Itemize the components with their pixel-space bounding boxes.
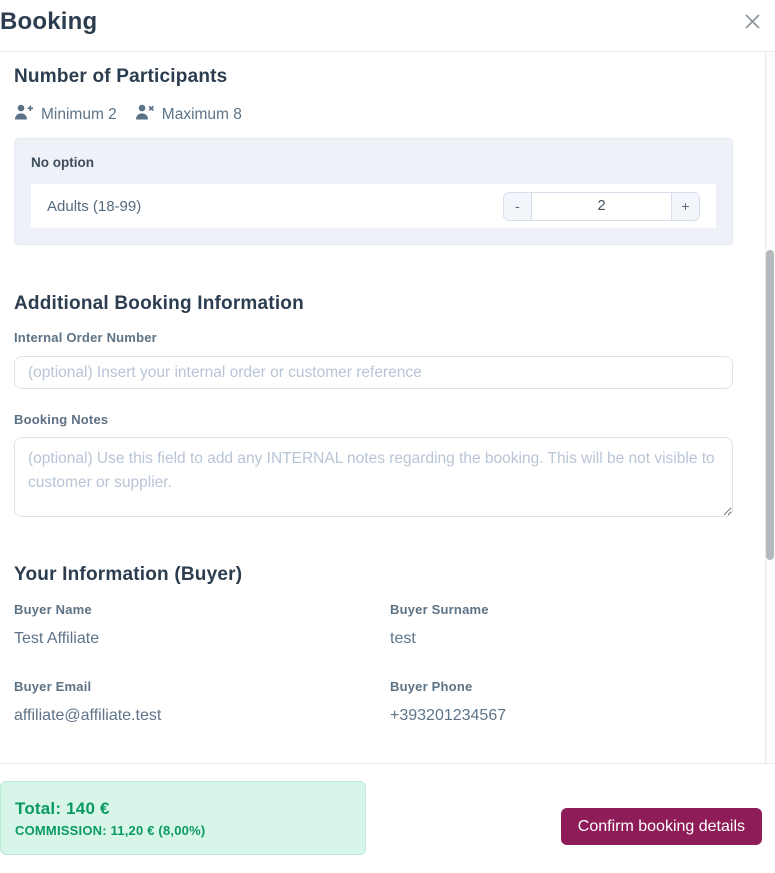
option-group-title: No option [31,155,94,170]
close-icon [743,12,762,34]
buyer-info-grid [14,602,733,725]
internal-order-label: Internal Order Number [14,330,157,345]
buyer-name-value: Test Affiliate [14,630,100,647]
buyer-surname-label: Buyer Surname [390,602,489,617]
maximum-label: Maximum 8 [161,105,242,123]
booking-notes-label: Booking Notes [14,412,109,427]
buyer-phone-value: +393201234567 [390,707,507,724]
minimum-participants [14,104,117,125]
option-group [14,138,733,245]
modal-header [0,0,775,52]
modal-body [0,52,765,763]
maximum-participants [135,104,242,125]
participant-row [31,184,716,228]
booking-notes-textarea[interactable] [14,437,733,517]
buyer-name-field [14,602,390,648]
commission-text: COMMISSION: 11,20 € (8,00%) [15,822,206,838]
close-button[interactable] [737,8,767,38]
participants-heading: Number of Participants [14,66,228,87]
total-box [0,781,366,855]
decrement-button[interactable]: - [504,193,532,220]
user-plus-icon [14,104,34,125]
internal-order-input[interactable] [14,356,733,389]
user-x-icon [135,104,155,125]
additional-info-heading: Additional Booking Information [14,293,304,314]
confirm-booking-button[interactable]: Confirm booking details [561,808,762,845]
participant-type-label: Adults (18-99) [47,197,142,215]
total-text: Total: 140 € [15,798,110,818]
buyer-surname-value: test [390,630,416,647]
buyer-phone-field [390,679,733,725]
modal-footer [0,763,775,873]
scrollbar-thumb[interactable] [766,250,774,560]
buyer-heading: Your Information (Buyer) [14,564,243,585]
buyer-email-label: Buyer Email [14,679,92,694]
buyer-surname-field [390,602,733,648]
modal-title: Booking [0,8,98,35]
buyer-email-field [14,679,390,725]
buyer-phone-label: Buyer Phone [390,679,473,694]
scrollbar-track[interactable] [765,52,775,763]
participants-limits [14,104,733,125]
minimum-label: Minimum 2 [41,105,117,123]
quantity-stepper [503,192,700,221]
increment-button[interactable]: + [671,193,699,220]
quantity-input[interactable] [532,193,671,220]
buyer-email-value: affiliate@affiliate.test [14,707,162,724]
buyer-name-label: Buyer Name [14,602,92,617]
